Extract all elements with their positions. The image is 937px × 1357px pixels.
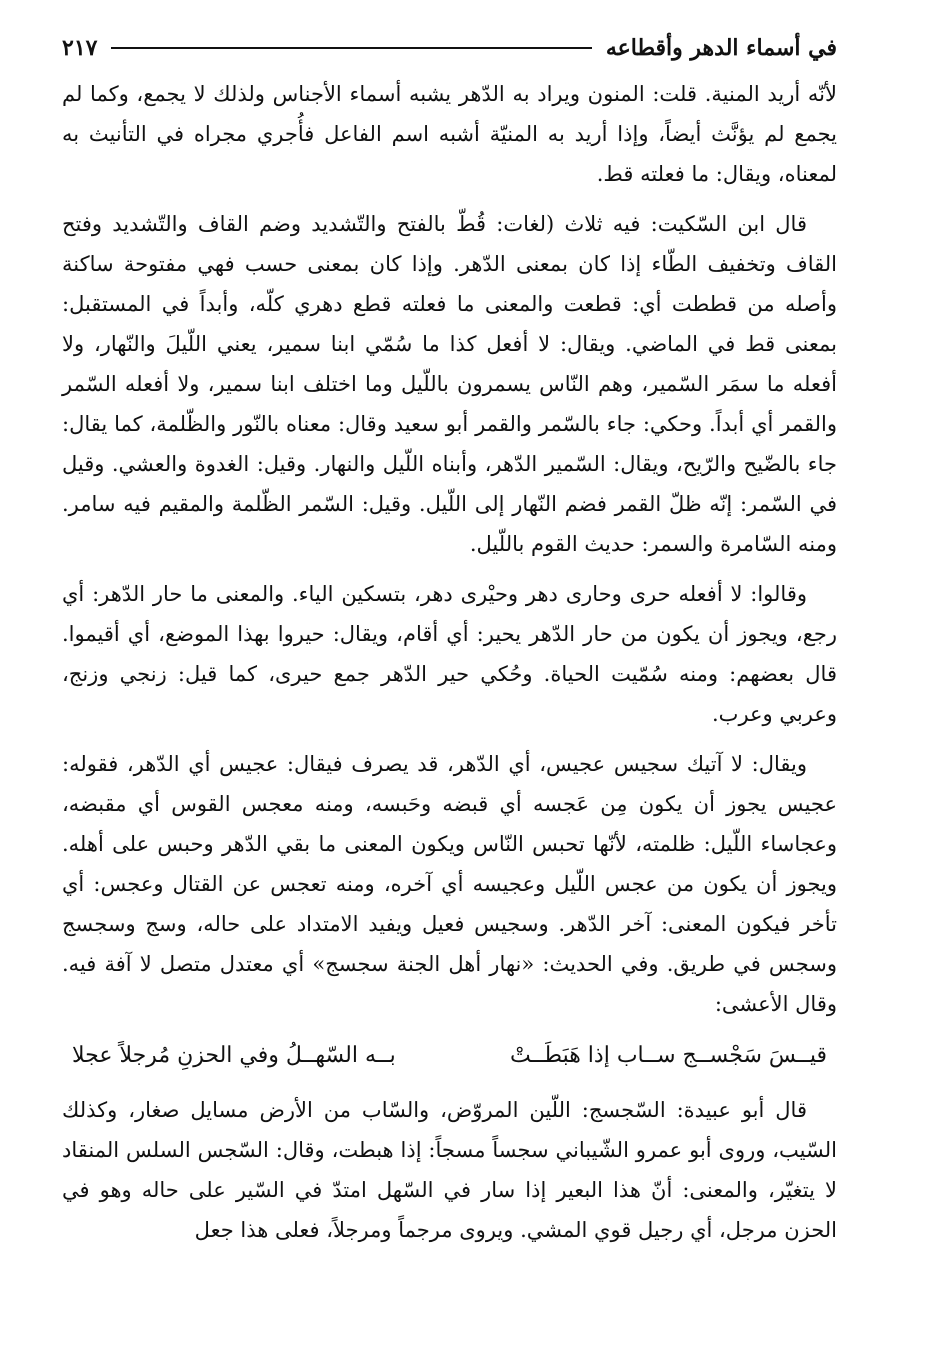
running-title: في أسماء الدهر وأقطاعه [605,35,837,61]
paragraph-4: ويقال: لا آتيك سجيس عجيس، أي الدّهر، قد يصرف فيقال: عجيس أي الدّهر، فقوله: عجيس يجوز أن يكون مِن عَجسه أي قبضه وحَبسه، ومنه معجس القوس أي مقبضه، وعجاساء اللّيل: ظلمته، لأنّها تحبس النّاس ويكون المعنى ما بقي الدّهر وحبس على أهله. ويجوز أن يكون من عجس اللّيل وعجيسه أي آخره، ومنه تعجس عن القتال وعجس: أي تأخر فيكون المعنى: آخر الدّهر. وسجيس فعيل ويفيد الامتداد على حاله، وسج وسجسج وسجس في طريق. وفي الحديث: «نهار أهل الجنة سجسج» أي معتدل متصل لا آفة فيه. وقال الأعشى: [62,752,837,1016]
paragraph-2: قال ابن السّكيت: فيه ثلاث (لغات: قُطّ بالفتح والتّشديد وضم القاف والتّشديد وفتح القاف وتخفيف الطّاء إذا كان بمعنى الدّهر. وإذا كان بمعنى حسب فهي مفتوحة ساكنة وأصله من قططت أي: قطعت والمعنى ما فعلته قطع دهري كلّه، وأبداً في المستقبل: بمعنى قط في الماضي. ويقال: لا أفعل كذا ما سُمّي ابنا سمير، يعني اللّيلَ والنّهار، ولا أفعله ما سمَر السّمير، وهم النّاس يسمرون باللّيل وما اختلف ابنا سمير، ولا أفعله السّمر والقمر أي أبداً. وحكي: جاء بالسّمر والقمر أبو سعيد وقال: معناه بالنّور والظّلمة، كما يقال: جاء بالضّيح والرّيح، ويقال: السّمير الدّهر، وأبناه اللّيل والنهار. وقيل: الغدوة والعشي. وقيل في السّمر: إنّه ظلّ القمر فضم النّهار إلى اللّيل. وقيل: السّمر الظّلمة والمقيم فيه سامر. ومنه السّامرة والسمر: حديث القوم باللّيل. [62,212,837,556]
poem-second-hemistich: بــه السّهــلُ وفي الحزنِ مُرجلاً عجلا [72,1043,396,1068]
page-number: ٢١٧ [62,35,98,61]
page-header [62,30,837,66]
header-rule [111,47,591,49]
paragraph-5: قال أبو عبيدة: السّجسج: اللّين المروّض، والسّاب من الأرض مسايل صغار، وكذلك السّيب، وروى أبو عمرو الشّيباني سجساً مسجاً: إذا هبطت، وقال: السّجس السلس المنقاد لا يتغيّر، والمعنى: أنّ هذا البعير إذا سار في السّهل امتدّ في السّير على حاله وهو في الحزن مرجل، أي رجيل قوي المشي. ويروى مرجماً ومرجلاً، فعلى هذا جعل [62,1098,837,1242]
paragraph-3: وقالوا: لا أفعله حرى وحارى دهر وحيْرى دهر، بتسكين الياء. والمعنى ما حار الدّهر: أي رجع، ويجوز أن يكون من حار الدّهر يحير: أي أقام، ويقال: حيروا بهذا الموضع، أي أقيموا. قال بعضهم: ومنه سُمّيت الحياة. وحُكي حير الدّهر جمع حيرى، كما قيل: زنجي وزنج، وعربي وعرب. [62,582,837,726]
paragraph-1: لأنّه أريد المنية. قلت: المنون ويراد به الدّهر يشبه أسماء الأجناس ولذلك لا يجمع، وكما لم يجمع لم يؤنَّث أيضاً، وإذا أريد به المنيّة أشبه اسم الفاعل فأُجري مجراه في التأنيث به لمعناه، ويقال: ما فعلته قط. [62,82,837,186]
poem-verse [72,1034,827,1078]
poem-first-hemistich: قيــسَ سَجْســج ســاب إذا هَبَطَــتْ [510,1043,827,1068]
